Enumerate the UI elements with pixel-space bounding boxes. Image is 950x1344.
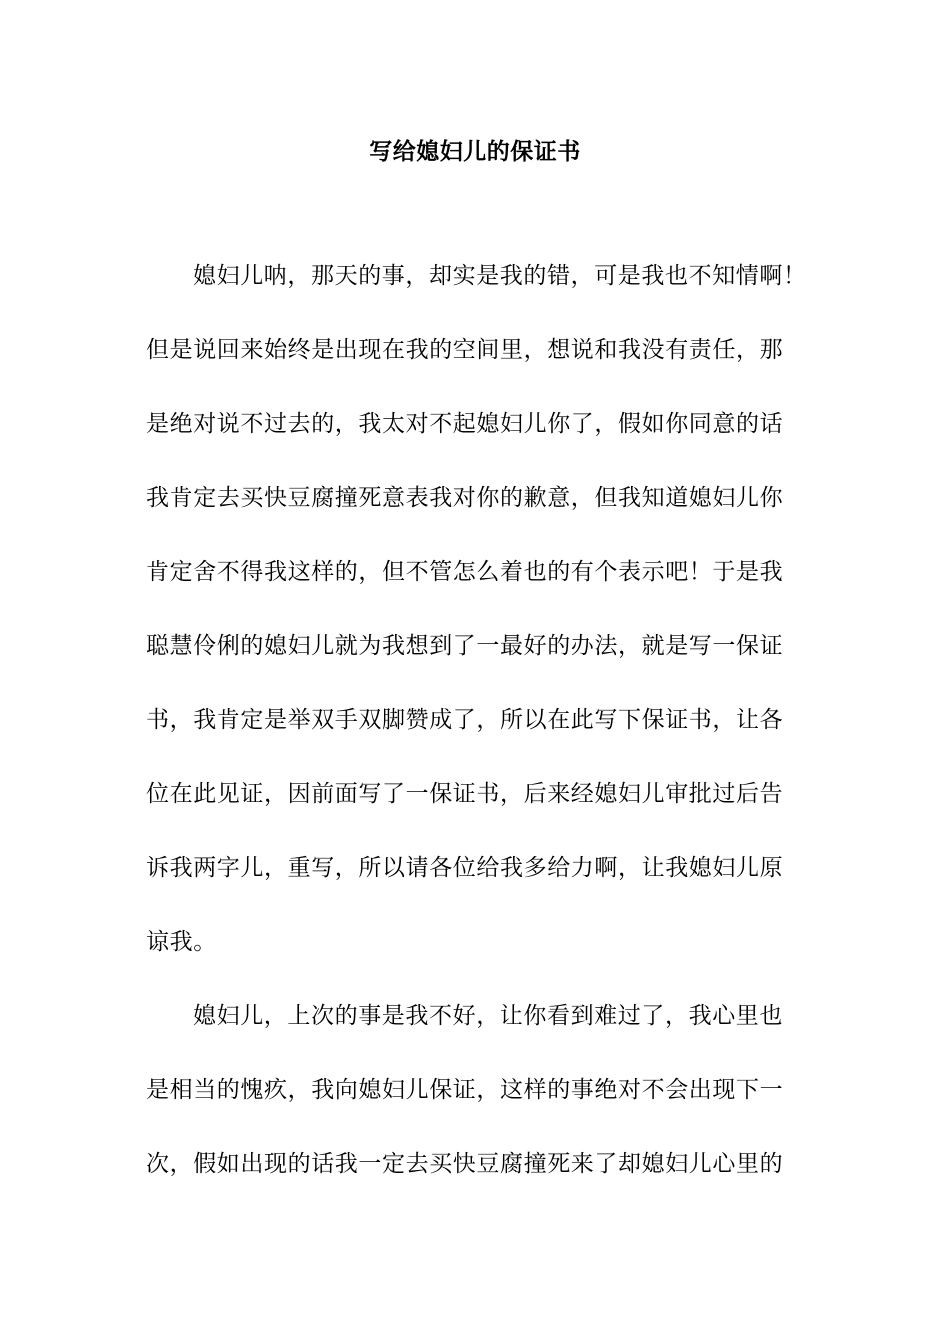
paragraph-line: 但是说回来始终是出现在我的空间里，想说和我没有责任，那 xyxy=(146,337,784,363)
paragraph-line: 我肯定去买快豆腐撞死意表我对你的歉意，但我知道媳妇儿你 xyxy=(146,485,784,511)
paragraph-line: 是相当的愧疚，我向媳妇儿保证，这样的事绝对不会出现下一 xyxy=(146,1077,784,1103)
paragraph-line: 次，假如出现的话我一定去买快豆腐撞死来了却媳妇儿心里的 xyxy=(146,1151,784,1177)
paragraph-line: 媳妇儿呐，那天的事，却实是我的错，可是我也不知情啊！ xyxy=(193,263,807,289)
paragraph-line: 谅我。 xyxy=(146,929,217,955)
document-body xyxy=(146,257,808,1219)
paragraph-line: 是绝对说不过去的，我太对不起媳妇儿你了，假如你同意的话 xyxy=(146,411,784,437)
paragraph-line: 聪慧伶俐的媳妇儿就为我想到了一最好的办法，就是写一保证 xyxy=(146,633,784,659)
document-title: 写给媳妇儿的保证书 xyxy=(369,139,581,165)
paragraph-line: 书，我肯定是举双手双脚赞成了，所以在此写下保证书，让各 xyxy=(146,707,784,733)
paragraph-line: 肯定舍不得我这样的，但不管怎么着也的有个表示吧！于是我 xyxy=(146,559,784,585)
paragraph-line: 诉我两字儿，重写，所以请各位给我多给力啊，让我媳妇儿原 xyxy=(146,855,784,881)
paragraph-line: 媳妇儿，上次的事是我不好，让你看到难过了，我心里也 xyxy=(193,1003,783,1029)
paragraph-line: 位在此见证，因前面写了一保证书，后来经媳妇儿审批过后告 xyxy=(146,781,784,807)
